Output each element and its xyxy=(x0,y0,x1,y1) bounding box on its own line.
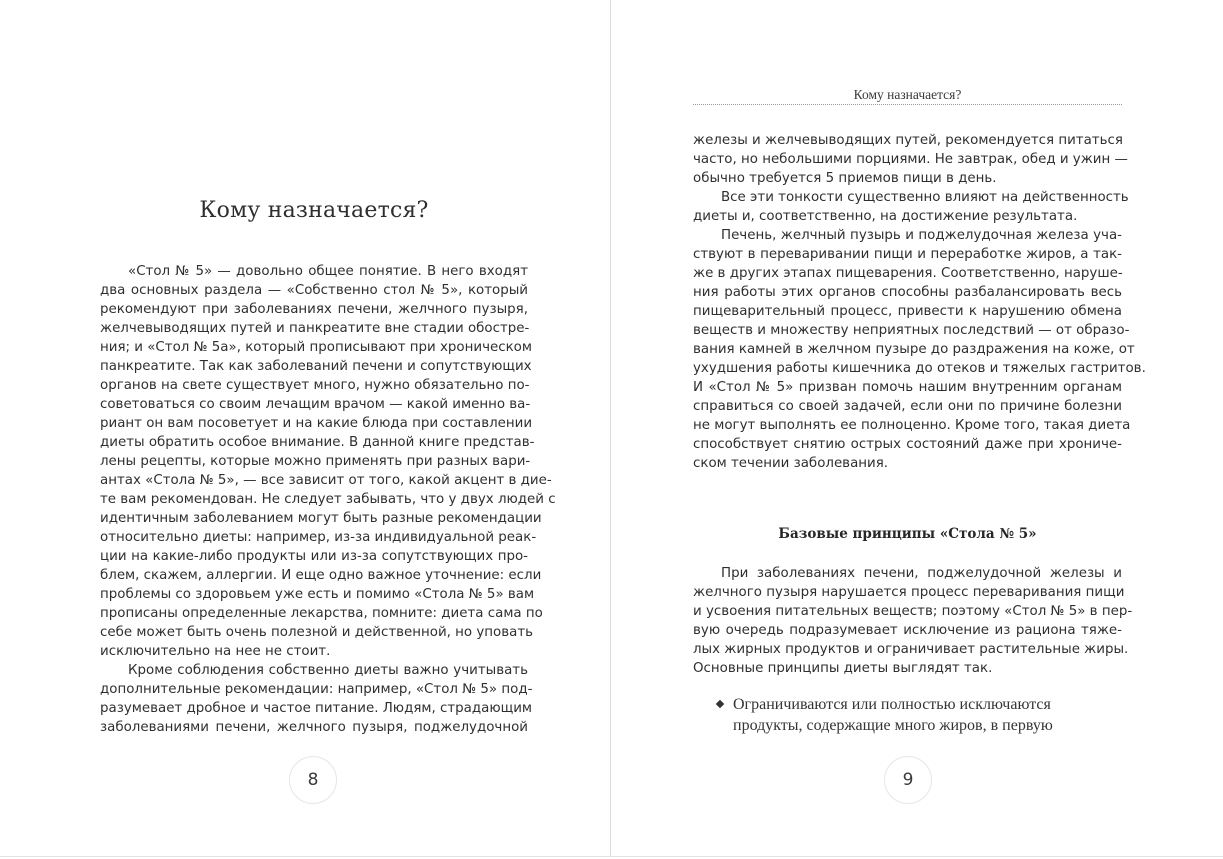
chapter-title: Кому назначается? xyxy=(199,198,429,223)
text-line: разумевает дробное и частое питание. Людям, страдающим xyxy=(100,701,533,716)
text-line: лых жирных продуктов и ограничивает растительные жиры. xyxy=(693,642,1129,657)
text-line: панкреатите. Так как заболеваний печени и сопутствующих xyxy=(100,359,532,374)
text-line: ухудшения работы кишечника до отеков и тяжелых гастритов. xyxy=(693,361,1146,376)
text-line: справиться со своей задачей, если они по причине болезни xyxy=(693,399,1122,414)
text-line: ском течении заболевания. xyxy=(693,456,889,471)
text-line: риант он вам посоветует и на какие блюда при составлении xyxy=(100,416,533,431)
text-line: не могут выполнять ее полноценно. Кроме того, такая диета xyxy=(693,418,1131,433)
text-line: железы и желчевыводящих путей, рекомендуется питаться xyxy=(693,133,1123,148)
page-number-8: 8 xyxy=(289,756,337,804)
text-line: Печень, желчный пузырь и поджелудочная железа уча- xyxy=(721,228,1122,243)
text-line: И «Стол № 5» призван помочь нашим внутренним органам xyxy=(693,380,1122,395)
text-line: антах «Стола № 5», — все зависит от того, какой акцент в дие- xyxy=(100,473,552,488)
text-line: способствует снятию острых состояний даже при хрониче- xyxy=(693,437,1122,452)
text-line: «Стол № 5» — довольно общее понятие. В него входят xyxy=(128,264,528,279)
left-paragraph-1 xyxy=(100,262,556,737)
text-line: вую очередь подразумевает исключение из рациона тяже- xyxy=(693,623,1122,638)
bullet-text-line: продукты, содержащие много жиров, в первую xyxy=(733,717,1053,734)
text-line: проблемы со здоровьем уже есть и помимо «Стола № 5» вам xyxy=(100,587,535,602)
right-paragraphs xyxy=(693,131,1146,473)
text-line: ния работы этих органов способны разбалансировать весь xyxy=(693,285,1122,300)
text-line: желчевыводящих путей и панкреатите вне стадии обостре- xyxy=(100,321,530,336)
right-paragraph-4 xyxy=(693,564,1133,678)
text-line: часто, но небольшими порциями. Не завтрак, обед и ужин — xyxy=(693,152,1128,167)
text-line: Все эти тонкости существенно влияют на действенность xyxy=(721,190,1129,205)
text-line: желчного пузыря нарушается процесс переваривания пищи xyxy=(693,585,1125,600)
text-line: обычно требуется 5 приемов пищи в день. xyxy=(693,171,997,186)
left-page xyxy=(0,0,610,856)
bullet-text-line: Ограничиваются или полностью исключаются xyxy=(733,696,1051,713)
text-line: Основные принципы диеты выглядят так. xyxy=(693,661,993,676)
text-line: дополнительные рекомендации: например, «Стол № 5» под- xyxy=(100,682,533,697)
text-line: блем, скажем, аллергии. И еще одно важное уточнение: если xyxy=(100,568,542,583)
text-line: Кроме соблюдения собственно диеты важно учитывать xyxy=(128,663,528,678)
text-line: диеты обратить особое внимание. В данной книге представ- xyxy=(100,435,535,450)
text-line: пищеварительный процесс, привести к нарушению обмена xyxy=(693,304,1122,319)
text-line: лены рецепты, которые можно применять при разных вари- xyxy=(100,454,531,469)
text-line: два основных раздела — «Собственно стол № 5», который xyxy=(100,283,528,298)
text-line: заболеваниями печени, желчного пузыря, поджелудочной xyxy=(100,720,528,735)
text-line: и усвоения питательных веществ; поэтому «Стол № 5» в пер- xyxy=(693,604,1133,619)
text-line: же в других этапах пищеварения. Соответственно, наруше- xyxy=(693,266,1123,281)
text-line: себе может быть очень полезной и действенной, но уповать xyxy=(100,625,534,640)
text-line: те вам рекомендован. Не следует забывать, что у двух людей с xyxy=(100,492,556,507)
text-line: органов на свете существует много, нужно обязательно по- xyxy=(100,378,530,393)
text-line: ции на какие-либо продукты или из-за сопутствующих про- xyxy=(100,549,528,564)
text-line: прописаны определенные лекарства, помните: диета сама по xyxy=(100,606,543,621)
text-line: советоваться со своим лечащим врачом — какой именно ва- xyxy=(100,397,531,412)
running-head: Кому назначается? xyxy=(853,87,962,102)
running-head-rule xyxy=(693,104,1122,105)
text-line: веществ и множеству неприятных последствий — от образо- xyxy=(693,323,1130,338)
text-line: ния; и «Стол № 5а», который прописывают при хроническом xyxy=(100,340,532,355)
text-line: вания камней в желчном пузыре до раздражения на коже, от xyxy=(693,342,1135,357)
text-line: исключительно на нее не стоит. xyxy=(100,644,331,659)
text-line: идентичным заболеванием могут быть разные рекомендации xyxy=(100,511,542,526)
bullet-list-item xyxy=(717,694,1117,736)
text-line: рекомендуют при заболеваниях печени, желчного пузыря, xyxy=(100,302,528,317)
section-heading: Базовые принципы «Стола № 5» xyxy=(778,526,1037,542)
page-number-9: 9 xyxy=(884,756,932,804)
text-line: относительно диеты: например, из-за индивидуальной реак- xyxy=(100,530,537,545)
text-line: ствуют в переваривании пищи и переработке жиров, а так- xyxy=(693,247,1122,262)
text-line: При заболеваниях печени, поджелудочной железы и xyxy=(721,566,1122,581)
page-bottom-edge xyxy=(0,856,1223,857)
text-line: диеты и, соответственно, на достижение результата. xyxy=(693,209,1078,224)
